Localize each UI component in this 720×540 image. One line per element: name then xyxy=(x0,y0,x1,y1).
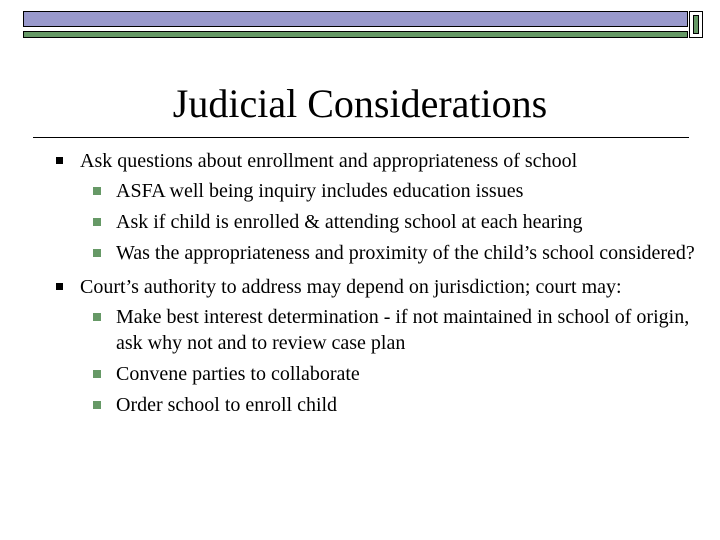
sub-bullet-text: ASFA well being inquiry includes education issues xyxy=(116,180,524,202)
title-divider xyxy=(33,137,689,138)
header-bar-green xyxy=(23,31,688,38)
sub-bullet-item xyxy=(80,361,700,387)
square-bullet-icon xyxy=(93,370,101,378)
sub-bullet-item xyxy=(80,178,700,204)
sub-bullet-item xyxy=(80,392,700,418)
bullet-text: Court’s authority to address may depend on jurisdiction; court may: xyxy=(80,276,622,298)
square-bullet-icon xyxy=(93,218,101,226)
sub-bullet-text: Order school to enroll child xyxy=(116,394,338,416)
sub-bullet-item xyxy=(80,304,700,356)
sub-bullet-item xyxy=(80,209,700,235)
square-bullet-icon xyxy=(93,313,101,321)
sub-bullet-item xyxy=(80,240,700,266)
bullet-item-1 xyxy=(40,148,700,266)
corner-ornament-inner xyxy=(693,15,699,34)
square-bullet-icon xyxy=(93,249,101,257)
sub-bullet-text: Convene parties to collaborate xyxy=(116,363,360,385)
corner-ornament xyxy=(689,11,703,38)
sub-bullet-text: Make best interest determination - if not maintained in school of origin, ask why not and to review case plan xyxy=(116,306,690,354)
bullet-item-2 xyxy=(40,274,700,418)
bullet-text: Ask questions about enrollment and appropriateness of school xyxy=(80,150,578,172)
square-bullet-icon xyxy=(93,401,101,409)
square-bullet-icon xyxy=(56,283,63,290)
header-bar-purple xyxy=(23,11,688,27)
slide-body xyxy=(40,148,700,426)
sub-bullet-text: Was the appropriateness and proximity of the child’s school considered? xyxy=(116,242,695,264)
slide-title: Judicial Considerations xyxy=(172,81,548,126)
square-bullet-icon xyxy=(93,187,101,195)
square-bullet-icon xyxy=(56,157,63,164)
sub-bullet-text: Ask if child is enrolled & attending school at each hearing xyxy=(116,211,583,233)
